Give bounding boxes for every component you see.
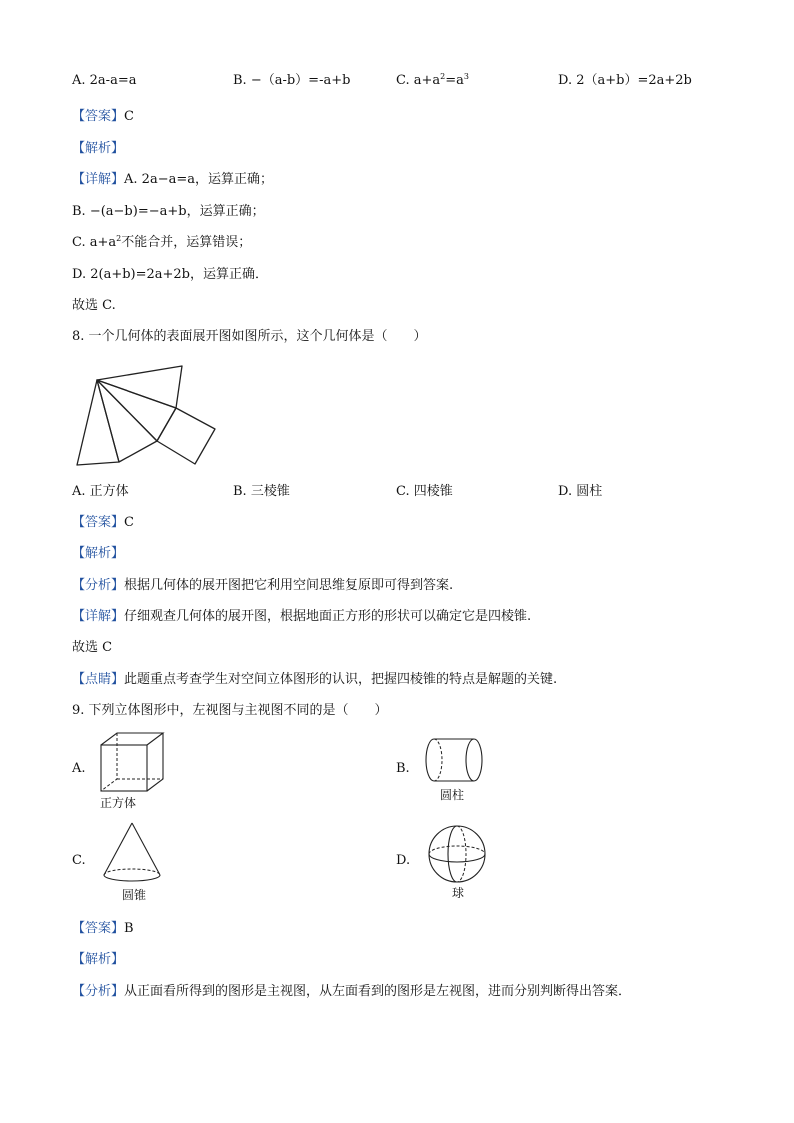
q7-detail-c: C. $a+a^2$不能合并，运算错误； <box>72 234 252 250</box>
q8-comment: 【点睛】此题重点考查学生对空间立体图形的认识，把握四棱锥的特点是解题的关键. <box>72 672 558 687</box>
cone-figure <box>100 820 164 886</box>
q7-detail-a: 【详解】A. 2a−a=a，运算正确； <box>72 172 273 187</box>
cube-figure <box>98 730 166 794</box>
q8-option-a: A. 正方体 <box>72 484 129 499</box>
q7-analysis-heading: 【解析】 <box>72 141 125 156</box>
q7-detail-d: D. 2(a+b)=2a+2b，运算正确． <box>72 267 269 282</box>
q9-stem: 9. 下列立体图形中，左视图与主视图不同的是（ ） <box>72 703 388 718</box>
q7-option-b: B. −（a-b）=-a+b <box>233 73 351 88</box>
q9-caption-a: 正方体 <box>100 796 137 810</box>
q7-option-a: A. 2a-a=a <box>72 73 137 88</box>
cylinder-figure <box>422 736 486 784</box>
q8-detail: 【详解】仔细观查几何体的展开图，根据地面正方形的形状可以确定它是四棱锥. <box>72 609 532 624</box>
q7-choose: 故选 C. <box>72 298 116 313</box>
q8-answer: 【答案】C <box>72 515 134 530</box>
q7-option-c: C. $a+a^2=a^3$ <box>396 72 469 88</box>
q8-choose: 故选 C <box>72 640 113 655</box>
q8-option-c: C. 四棱锥 <box>396 484 453 499</box>
q7-answer: 【答案】C <box>72 109 134 124</box>
q9-analysis-heading: 【解析】 <box>72 952 125 967</box>
q8-analysis-heading: 【解析】 <box>72 546 125 561</box>
q9-answer: 【答案】B <box>72 921 134 936</box>
q9-option-a: A. <box>72 761 86 776</box>
q9-caption-b: 圆柱 <box>440 788 465 802</box>
q9-analysis-fx: 【分析】从正面看所得到的图形是主视图，从左面看到的图形是左视图，进而分别判断得出答案． <box>72 984 632 999</box>
q7-option-d: D. 2（a+b）=2a+2b <box>558 73 692 88</box>
q8-stem: 8. 一个几何体的表面展开图如图所示，这个几何体是（ ） <box>72 329 427 344</box>
pyramid-net-figure <box>70 358 220 470</box>
q8-option-b: B. 三棱锥 <box>233 484 290 499</box>
q9-option-d: D. <box>396 853 411 868</box>
sphere-figure <box>426 824 488 884</box>
q9-caption-d: 球 <box>452 886 465 900</box>
q8-analysis-fx: 【分析】根据几何体的展开图把它利用空间思维复原即可得到答案. <box>72 578 454 593</box>
q9-option-c: C. <box>72 853 86 868</box>
q9-caption-c: 圆锥 <box>122 888 147 902</box>
q8-option-d: D. 圆柱 <box>558 484 603 499</box>
q9-option-b: B. <box>396 761 410 776</box>
q7-detail-b: B. −(a−b)=−a+b，运算正确； <box>72 204 265 219</box>
